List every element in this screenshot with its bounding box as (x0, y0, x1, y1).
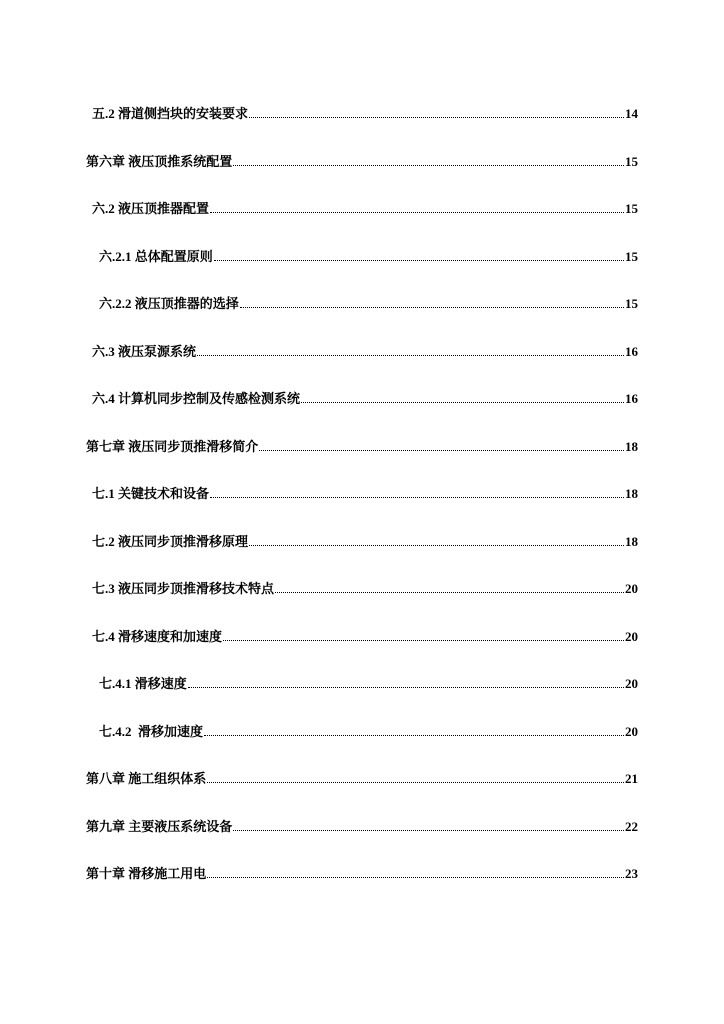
toc-dot-leader (249, 117, 624, 118)
toc-entry[interactable] (86, 866, 638, 882)
toc-dot-leader (188, 687, 624, 688)
toc-entry[interactable] (92, 534, 638, 550)
toc-entry-page: 22 (625, 819, 638, 834)
toc-entry-title: 七.2 液压同步顶推滑移原理 (92, 534, 249, 549)
toc-entry-page: 20 (625, 724, 638, 739)
toc-entry-page: 14 (625, 106, 638, 121)
toc-entry[interactable] (92, 106, 638, 122)
toc-entry-page: 15 (625, 249, 638, 264)
toc-entry-page: 15 (625, 154, 638, 169)
toc-entry[interactable] (99, 676, 638, 692)
toc-entry-title: 七.4.2 滑移加速度 (99, 724, 204, 739)
toc-entry-title: 六.2.2 液压顶推器的选择 (99, 296, 239, 311)
toc-entry-title: 七.1 关键技术和设备 (92, 486, 210, 501)
toc-dot-leader (233, 830, 624, 831)
toc-dot-leader (207, 877, 624, 878)
toc-dot-leader (240, 307, 624, 308)
toc-entry-page: 20 (625, 581, 638, 596)
toc-entry-page: 15 (625, 201, 638, 216)
toc-entry[interactable] (92, 344, 638, 360)
toc-entry-page: 18 (625, 534, 638, 549)
toc-dot-leader (301, 402, 624, 403)
toc-entry-title: 七.4.1 滑移速度 (99, 676, 187, 691)
toc-entry[interactable] (99, 724, 638, 740)
toc-dot-leader (214, 260, 624, 261)
toc-entry[interactable] (92, 201, 638, 217)
toc-dot-leader (207, 782, 624, 783)
toc-entry[interactable] (86, 154, 638, 170)
toc-entry-title: 五.2 滑道侧挡块的安装要求 (92, 106, 249, 121)
toc-entry-page: 15 (625, 296, 638, 311)
toc-entry-title: 七.3 液压同步顶推滑移技术特点 (92, 581, 275, 596)
toc-entry-title: 第十章 滑移施工用电 (86, 866, 207, 881)
toc-entry-page: 18 (625, 486, 638, 501)
toc-entry-page: 23 (625, 866, 638, 881)
toc-dot-leader (259, 450, 624, 451)
toc-entry-page: 20 (625, 629, 638, 644)
toc-entry-title: 六.2 液压顶推器配置 (92, 201, 210, 216)
toc-entry-page: 16 (625, 391, 638, 406)
toc-entry-title: 六.3 液压泵源系统 (92, 344, 197, 359)
toc-entry[interactable] (86, 819, 638, 835)
toc-dot-leader (275, 592, 624, 593)
toc-entry-title: 六.4 计算机同步控制及传感检测系统 (92, 391, 301, 406)
toc-entry-page: 18 (625, 439, 638, 454)
toc-entry[interactable] (99, 296, 638, 312)
toc-entry-page: 21 (625, 771, 638, 786)
toc-dot-leader (210, 212, 624, 213)
toc-entry[interactable] (92, 486, 638, 502)
toc-entry[interactable] (92, 629, 638, 645)
toc-dot-leader (204, 735, 624, 736)
toc-entry-title: 第七章 液压同步顶推滑移简介 (86, 439, 259, 454)
toc-entry[interactable] (86, 771, 638, 787)
toc-dot-leader (223, 640, 624, 641)
toc-entry-page: 20 (625, 676, 638, 691)
toc-entry-page: 16 (625, 344, 638, 359)
toc-entry-title: 第九章 主要液压系统设备 (86, 819, 233, 834)
toc-dot-leader (233, 165, 624, 166)
toc-dot-leader (210, 497, 624, 498)
toc-entry[interactable] (99, 249, 638, 265)
toc-entry-title: 第六章 液压顶推系统配置 (86, 154, 233, 169)
toc-entry-title: 七.4 滑移速度和加速度 (92, 629, 223, 644)
toc-entry[interactable] (86, 439, 638, 455)
toc-dot-leader (249, 545, 624, 546)
toc-entry[interactable] (92, 391, 638, 407)
toc-entry[interactable] (92, 581, 638, 597)
toc-entry-title: 六.2.1 总体配置原则 (99, 249, 213, 264)
toc-entry-title: 第八章 施工组织体系 (86, 771, 207, 786)
toc-dot-leader (197, 355, 624, 356)
